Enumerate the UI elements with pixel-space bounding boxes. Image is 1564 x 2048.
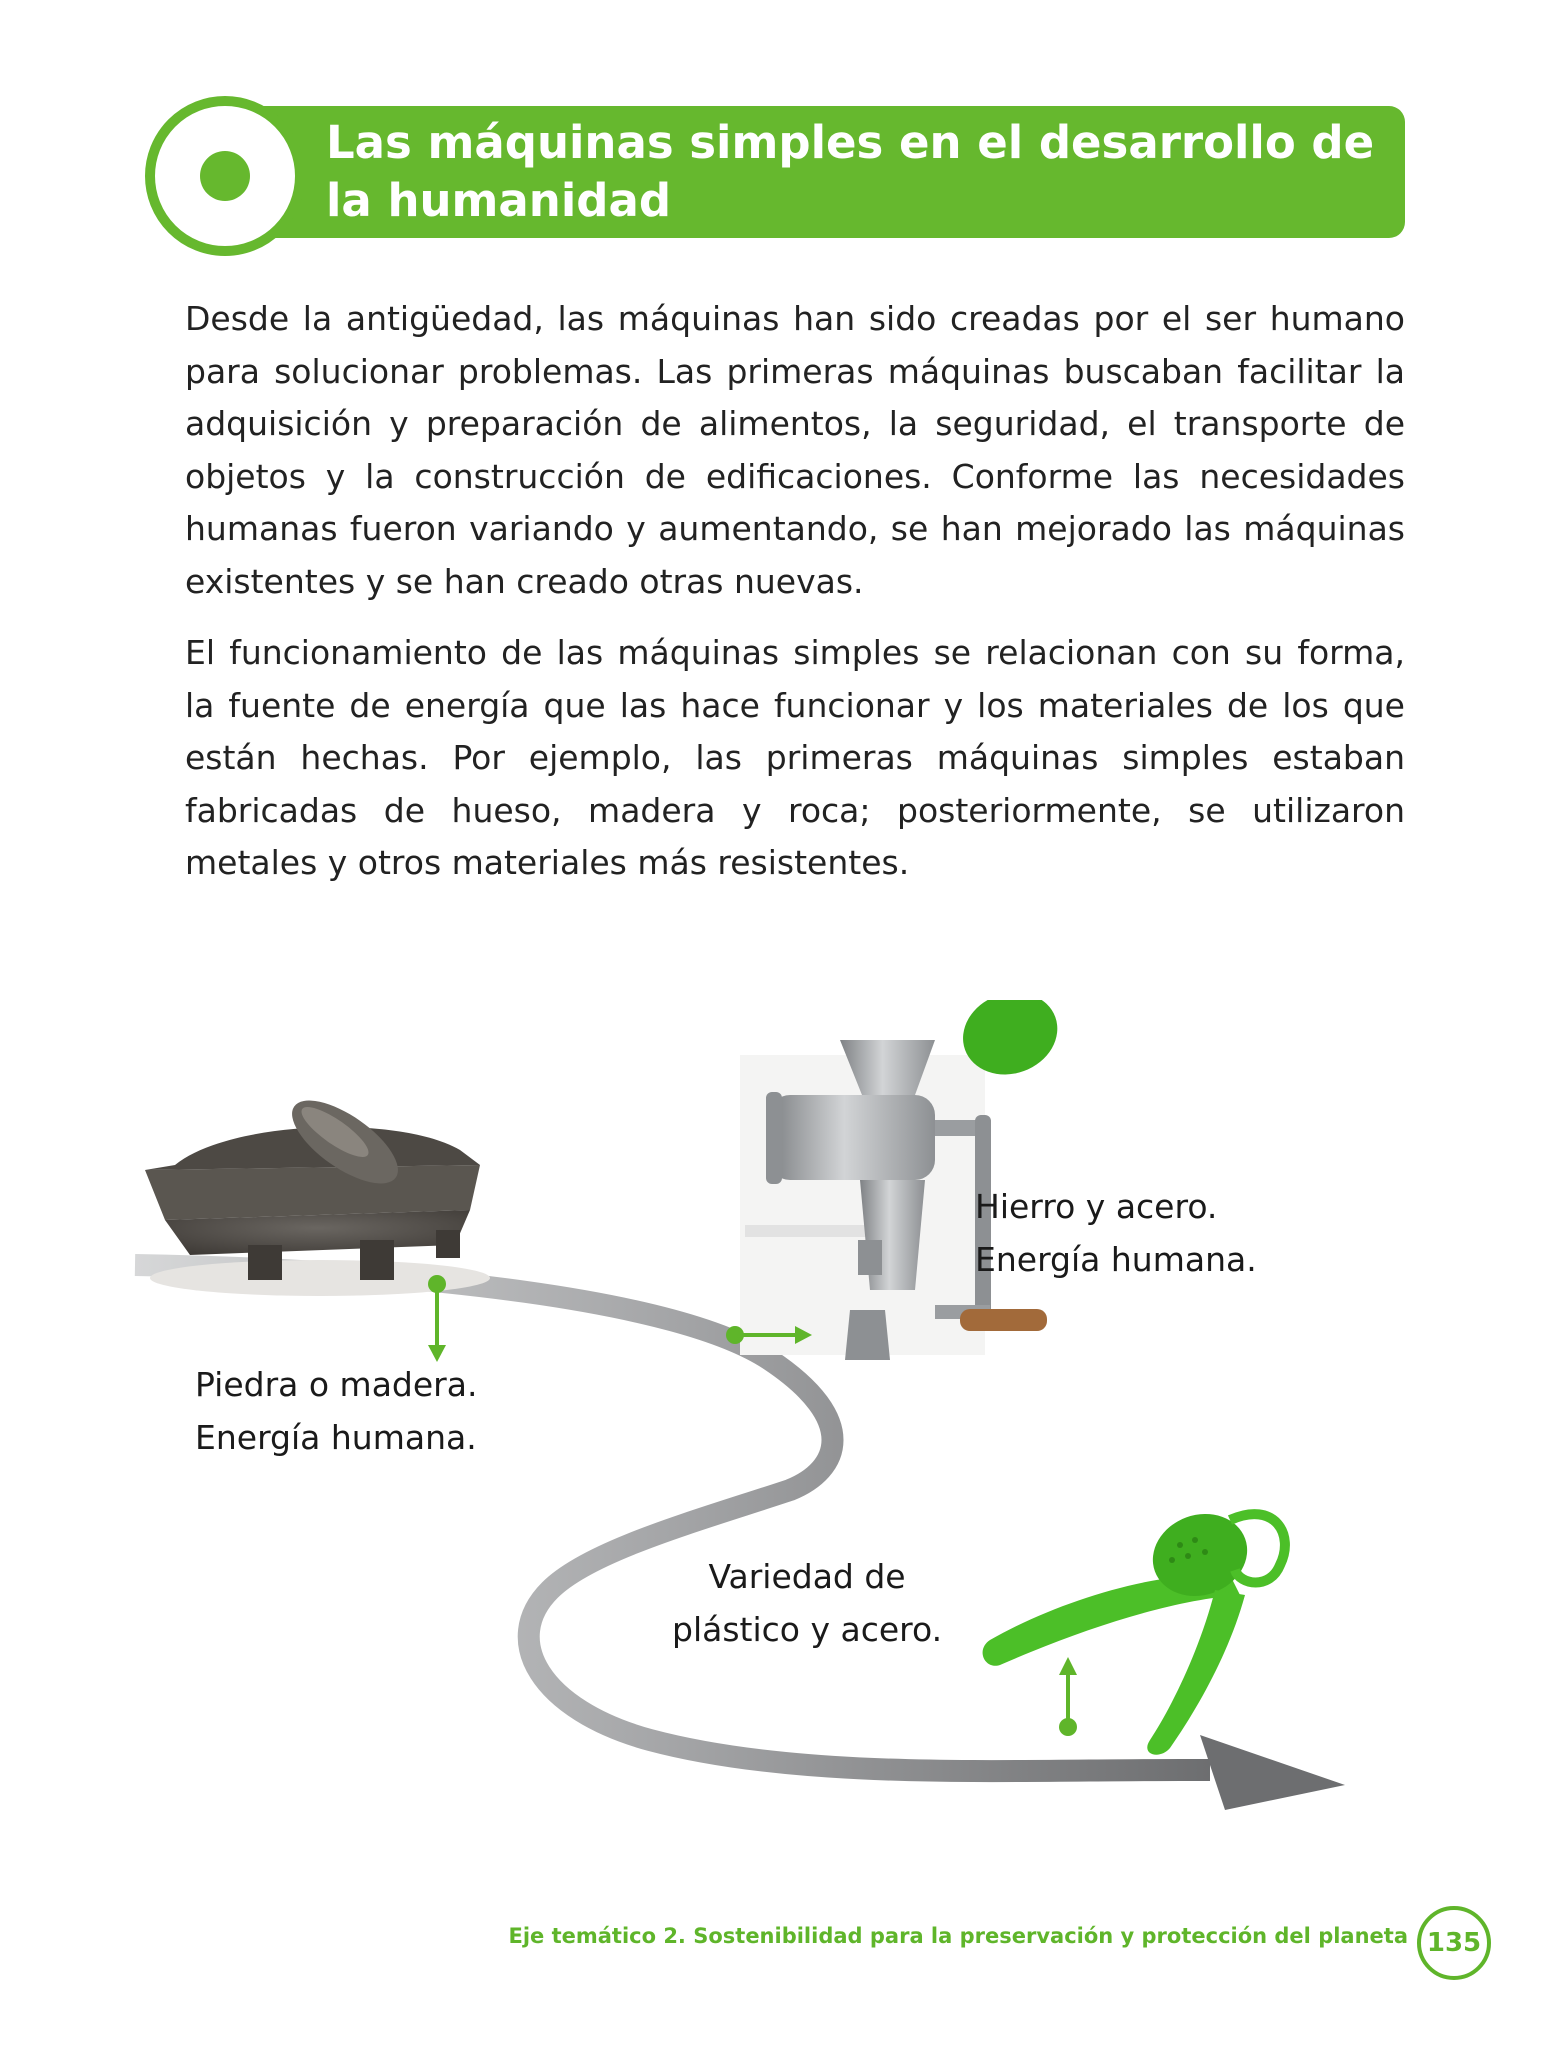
- caption-iron-line-2: Energía humana.: [975, 1240, 1257, 1279]
- caption-plastic-line-2: plástico y acero.: [672, 1610, 943, 1649]
- machines-evolution-figure: [0, 1000, 1564, 1850]
- marker-arrow-stone: [428, 1275, 446, 1362]
- section-marker-dot: [200, 151, 250, 201]
- body-paragraph-1: Desde la antigüedad, las máquinas han sido creadas por el ser humano para solucionar problemas. Las primeras máquinas buscaban facilitar la adquisición y preparación de alimentos, la seguridad, el transporte de objetos y la construcción de edificaciones. Conforme las necesidades humanas fueron variando y aumentando, se han mejorado las máquinas existentes y se han creado otras nuevas.: [185, 299, 1405, 601]
- footer-axis-label: Eje temático 2. Sostenibilidad para la preservación y protección del planeta: [508, 1924, 1408, 1948]
- page-number: 135: [1426, 1928, 1482, 1958]
- marker-arrow-plastic: [1059, 1657, 1077, 1736]
- section-marker-icon: [145, 96, 305, 256]
- caption-iron: [975, 1180, 1257, 1286]
- caption-stone-line-2: Energía humana.: [195, 1418, 477, 1457]
- caption-plastic-line-1: Variedad de: [708, 1557, 906, 1596]
- caption-stone-line-1: Piedra o madera.: [195, 1365, 478, 1404]
- caption-plastic: [672, 1550, 942, 1656]
- lemon-squeezer-image: [951, 1000, 1285, 1755]
- caption-iron-line-1: Hierro y acero.: [975, 1187, 1218, 1226]
- body-paragraph-2: El funcionamiento de las máquinas simples se relacionan con su forma, la fuente de energía que las hace funcionar y los materiales de los que están hechas. Por ejemplo, las primeras máquinas simples estaban fabricadas de hueso, madera y roca; posteriormente, se utilizaron metales y otros materiales más resistentes.: [185, 633, 1405, 882]
- section-title: Las máquinas simples en el desarrollo de la humanidad: [326, 116, 1375, 227]
- page-number-badge: [1417, 1906, 1491, 1980]
- caption-stone: [195, 1358, 477, 1464]
